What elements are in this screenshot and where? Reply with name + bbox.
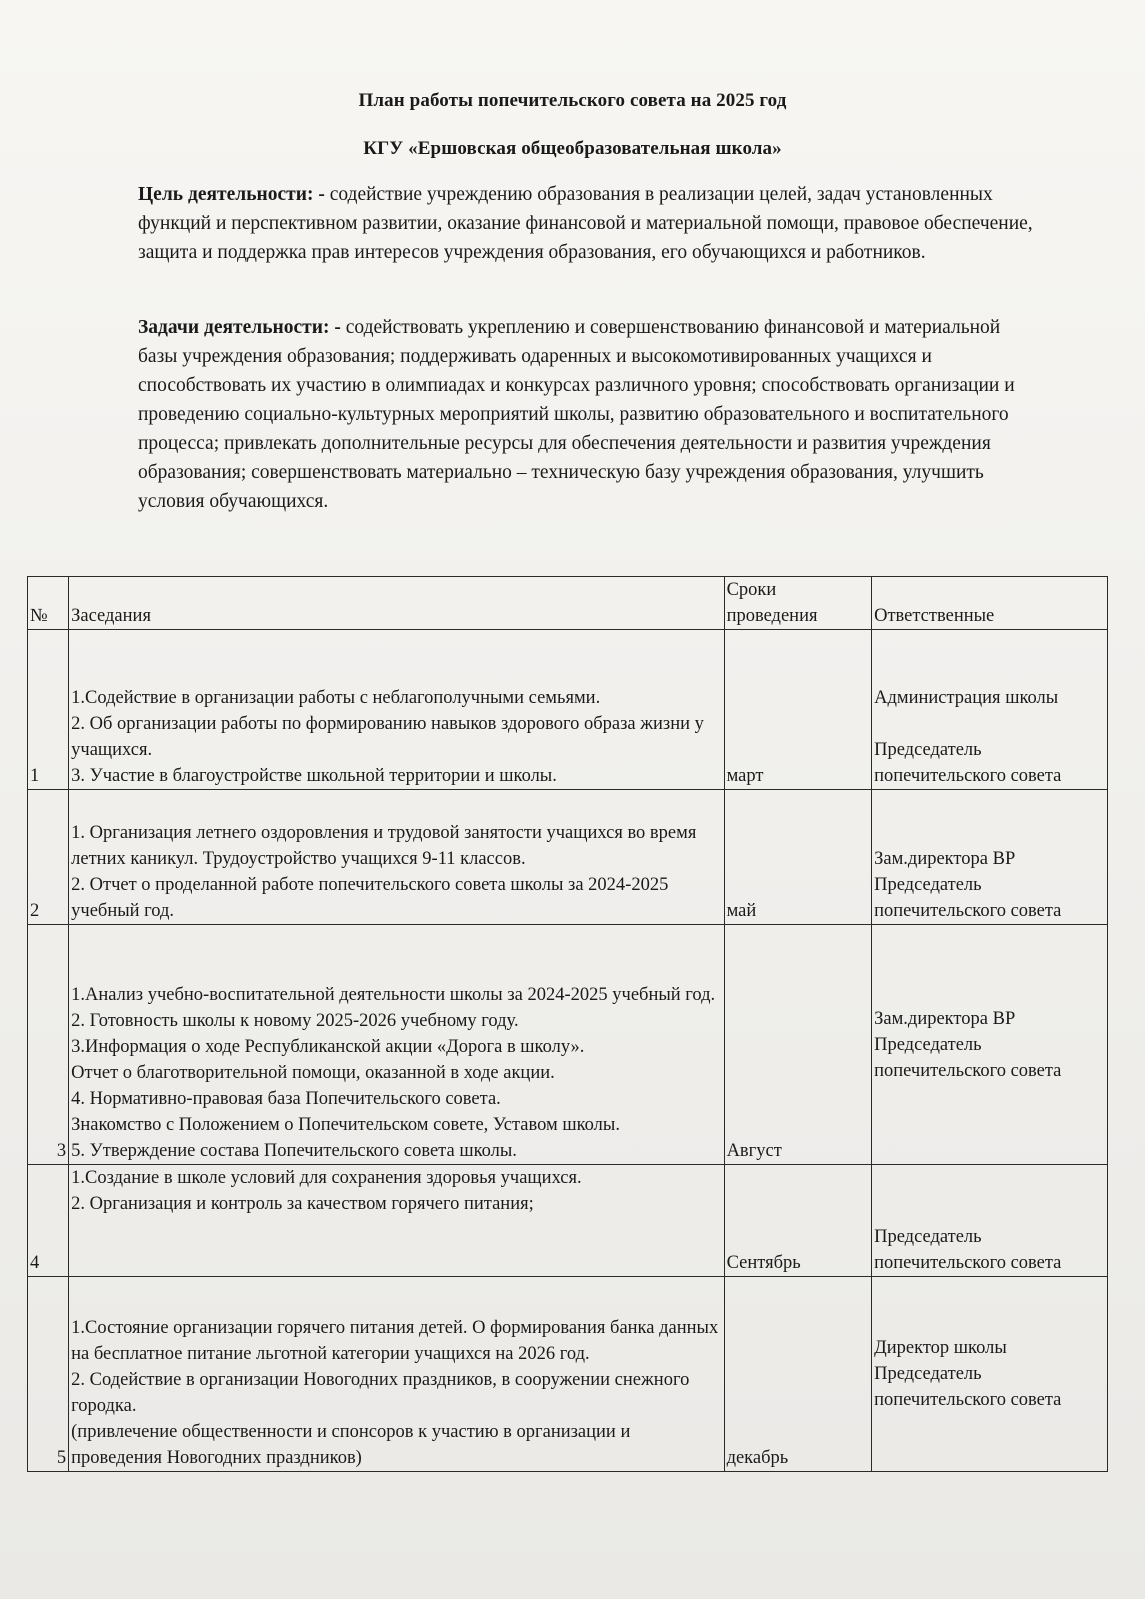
header-date: Сроки проведения: [724, 577, 872, 630]
row-date: март: [724, 630, 872, 790]
row-date: май: [724, 790, 872, 925]
table-row: [28, 630, 1108, 790]
row-topic: 1.Содействие в организации работы с неблагополучными семьями. 2. Об организации работы по формированию навыков здорового образа жизни у учащихся. 3. Участие в благоустройстве школьной территории и школы.: [69, 630, 724, 790]
row-num: 2: [28, 790, 69, 925]
school-name: КГУ «Ершовская общеобразовательная школа»: [363, 138, 782, 159]
header-topic: Заседания: [69, 577, 724, 630]
tasks-paragraph: [138, 313, 1038, 516]
document-title: План работы попечительского совета на 2025 год: [358, 90, 787, 111]
row-resp: Зам.директора ВР Председатель попечительского совета: [872, 925, 1108, 1165]
goal-paragraph: [138, 180, 1038, 267]
header-resp: Ответственные: [872, 577, 1108, 630]
table-row: [28, 790, 1108, 925]
tasks-text: содействовать укреплению и совершенствованию финансовой и материальной базы учреждения образования; поддерживать одаренных и высокомотивированных учащихся и способствовать их участию в олимпиадах и конкурсах различного уровня; способствовать организации и проведению социально-культурных мероприятий школы, развитию образовательного и воспитательного процесса; привлекать дополнительные ресурсы для обеспечения деятельности и развития учреждения образования; совершенствовать материально – техническую базу учреждения образования, улучшить условия обучающихся.: [138, 317, 1015, 512]
header-num: №: [28, 577, 69, 630]
row-topic: 1. Организация летнего оздоровления и трудовой занятости учащихся во время летних каникул. Трудоустройство учащихся 9-11 классов. 2. Отчет о проделанной работе попечительского совета школы за 2024-2025 учебный год.: [69, 790, 724, 925]
row-date: Сентябрь: [724, 1165, 872, 1277]
row-topic: 1.Состояние организации горячего питания детей. О формирования банка данных на бесплатное питание льготной категории учащихся на 2026 год. 2. Содействие в организации Новогодних праздников, в сооружении снежного городка. (привлечение общественности и спонсоров к участию в организации и проведения Новогодних праздников): [69, 1277, 724, 1472]
goal-text: содействие учреждению образования в реализации целей, задач установленных функций и перспективном развитии, оказание финансовой и материальной помощи, правовое обеспечение, защита и поддержка прав интересов учреждения образования, его обучающихся и работников.: [138, 184, 1033, 263]
row-num: 4: [28, 1165, 69, 1277]
goal-label: Цель деятельности: -: [138, 184, 325, 205]
row-num: 3: [28, 925, 69, 1165]
meetings-table: [27, 576, 1108, 1472]
row-num: 5: [28, 1277, 69, 1472]
row-num: 1: [28, 630, 69, 790]
table-row: [28, 925, 1108, 1165]
row-resp: Зам.директора ВР Председатель попечительского совета: [872, 790, 1108, 925]
row-topic: 1.Анализ учебно-воспитательной деятельности школы за 2024-2025 учебный год. 2. Готовность школы к новому 2025-2026 учебному году. 3.Информация о ходе Республиканской акции «Дорога в школу». Отчет о благотворительной помощи, оказанной в ходе акции. 4. Нормативно-правовая база Попечительского совета. Знакомство с Положением о Попечительском совете, Уставом школы. 5. Утверждение состава Попечительского совета школы.: [69, 925, 724, 1165]
row-date: декабрь: [724, 1277, 872, 1472]
row-resp: Администрация школы Председатель попечительского совета: [872, 630, 1108, 790]
row-resp: Председатель попечительского совета: [872, 1165, 1108, 1277]
row-resp: Директор школы Председатель попечительского совета: [872, 1277, 1108, 1472]
row-date: Август: [724, 925, 872, 1165]
table-row: [28, 1165, 1108, 1277]
table-row: [28, 1277, 1108, 1472]
table-header-row: [28, 577, 1108, 630]
tasks-label: Задачи деятельности: -: [138, 317, 341, 338]
row-topic: 1.Создание в школе условий для сохранения здоровья учащихся. 2. Организация и контроль за качеством горячего питания;: [69, 1165, 724, 1277]
